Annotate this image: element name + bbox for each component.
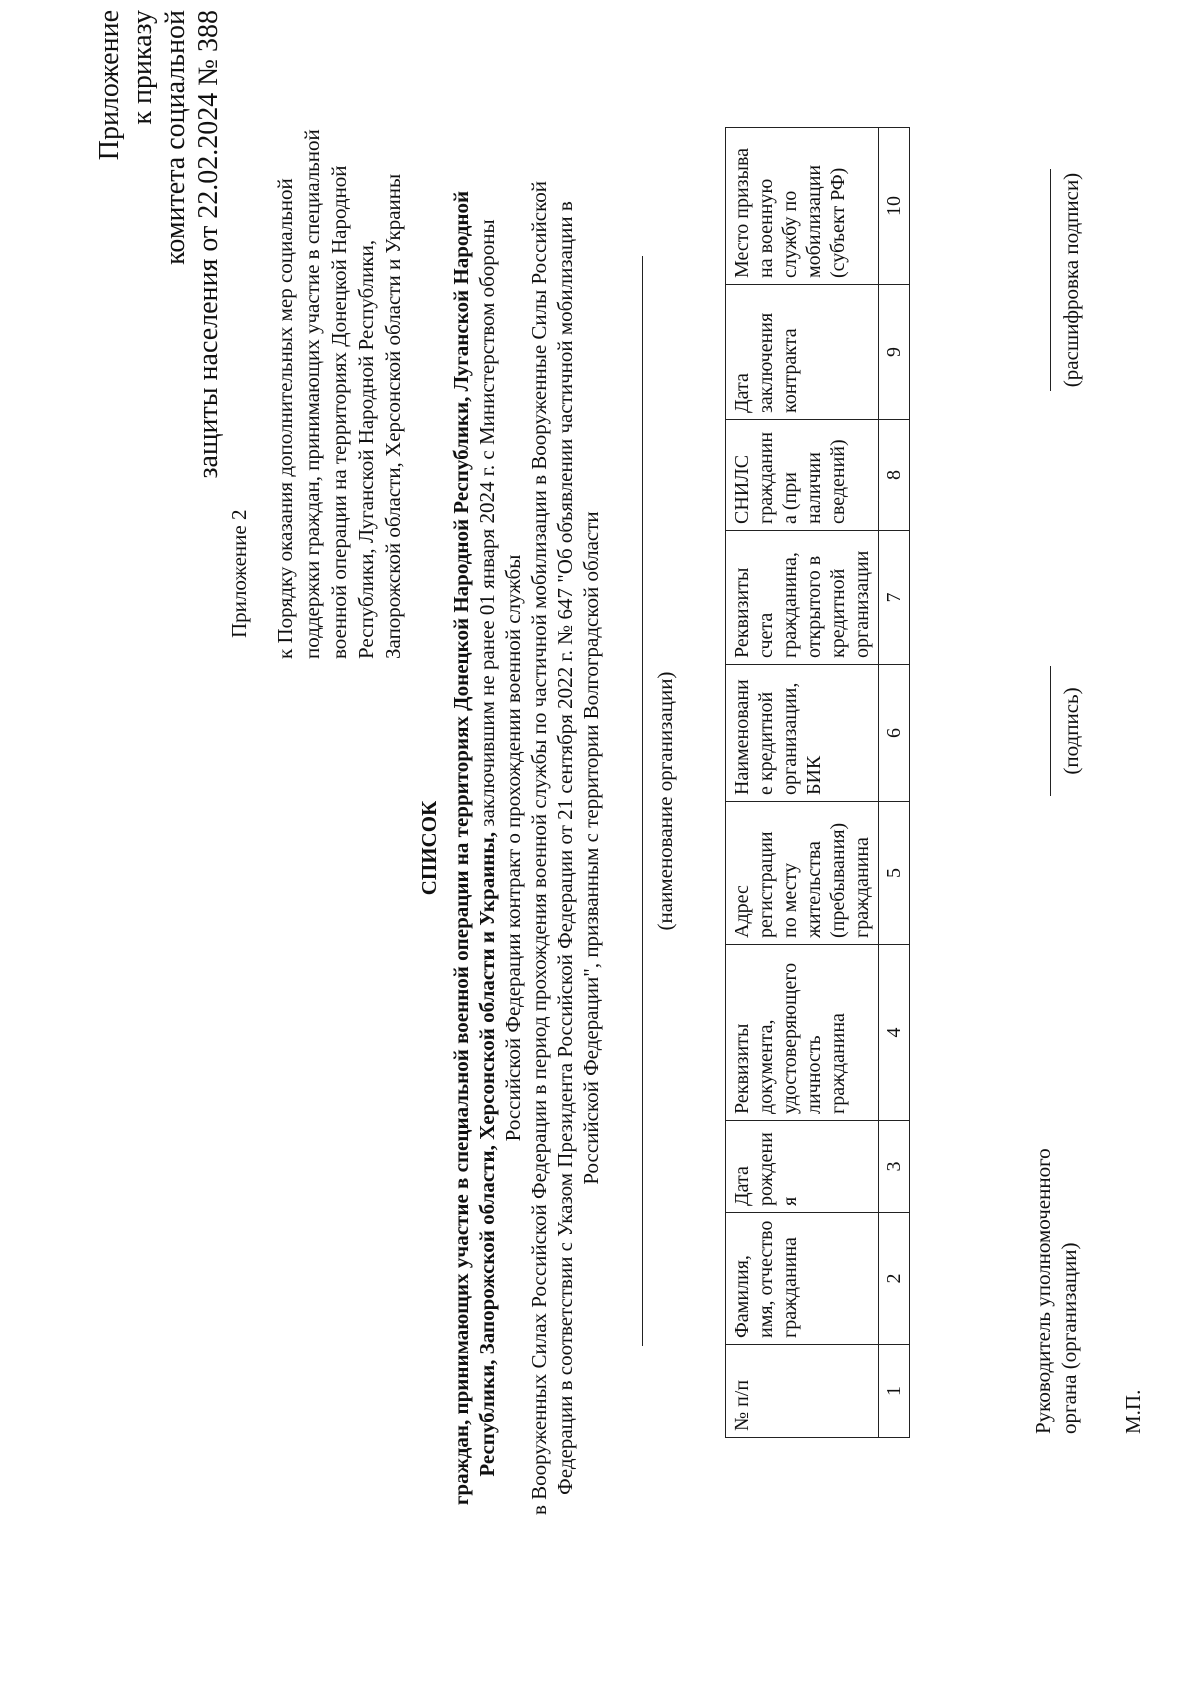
column-header: Наименование кредитной организации, БИК xyxy=(726,665,879,802)
head-line: Руководитель уполномоченного xyxy=(1031,1148,1055,1434)
subtitle-rest: заключившим не ранее 01 января 2024 г. с Министерством обороны xyxy=(475,219,499,832)
header-line: комитета социальной xyxy=(160,10,191,265)
subtitle-line: Российской Федерации", призванным с территории Волгоградской области xyxy=(579,511,603,1185)
column-number: 3 xyxy=(879,1121,910,1213)
list-subtitle xyxy=(448,0,604,1696)
header-line: к приказу xyxy=(127,10,158,125)
column-number: 2 xyxy=(879,1213,910,1345)
header-line: защиты населения от 22.02.2024 № 388 xyxy=(193,10,224,479)
procedure-line: Запорожской области, Херсонской области и Украины xyxy=(381,173,405,659)
signature-line xyxy=(1050,666,1051,796)
column-header: Дата заключения контракта xyxy=(726,285,879,420)
subtitle-line: Федерации в соответствии с Указом Президента Российской Федерации от 21 сентября 2022 г. № 647 "Об объявлении частичной мобилизации в xyxy=(553,201,577,1495)
column-header: № п/п xyxy=(726,1345,879,1438)
procedure-line: военной операции на территориях Донецкой Народной xyxy=(327,165,351,659)
column-number-row xyxy=(879,128,910,1438)
column-number: 10 xyxy=(879,128,910,285)
subtitle-line: Российской Федерации контракт о прохождении военной службы xyxy=(501,554,525,1142)
header-line: Приложение xyxy=(94,10,125,161)
column-header: Место призыва на военную службу по мобилизации (субъект РФ) xyxy=(726,128,879,285)
subtitle-line: граждан, принимающих участие в специальной военной операции на территориях Донецкой Народной Республики, Луганской Народной xyxy=(449,190,473,1506)
head-of-organization xyxy=(1030,1148,1082,1434)
subtitle-line xyxy=(474,0,500,1696)
procedure-reference xyxy=(272,129,407,659)
citizens-table xyxy=(725,127,910,1438)
column-header: Дата рождения xyxy=(726,1121,879,1213)
table-header-row xyxy=(726,128,879,1438)
organization-line xyxy=(642,256,643,1346)
signature-caption: (подпись) xyxy=(1059,687,1083,775)
column-number: 8 xyxy=(879,420,910,531)
column-header: Адрес регистрации по месту жительства (пребывания) гражданина xyxy=(726,802,879,945)
decode-caption: (расшифровка подписи) xyxy=(1059,172,1083,388)
column-number: 6 xyxy=(879,665,910,802)
organization-caption: (наименование организации) xyxy=(653,671,677,931)
column-number: 5 xyxy=(879,802,910,945)
order-header xyxy=(93,10,225,479)
stamp-label: М.П. xyxy=(1121,1389,1145,1434)
appendix-label: Приложение 2 xyxy=(227,509,251,638)
column-number: 1 xyxy=(879,1345,910,1438)
decode-line xyxy=(1050,169,1051,391)
head-line: органа (организации) xyxy=(1057,1242,1081,1434)
procedure-line: Республики, Луганской Народной Республики, xyxy=(354,239,378,659)
subtitle-line: в Вооруженных Силах Российской Федерации в период прохождения военной службы по частичной мобилизации в Вооруженные Силы Российской xyxy=(527,181,551,1515)
column-number: 7 xyxy=(879,531,910,665)
column-header: Реквизиты счета гражданина, открытого в кредитной организации xyxy=(726,531,879,665)
column-header: Реквизиты документа, удостоверяющего личность гражданина xyxy=(726,945,879,1121)
procedure-line: поддержки граждан, принимающих участие в специальной xyxy=(300,129,324,659)
column-header: СНИЛС гражданина (при наличии сведений) xyxy=(726,420,879,531)
column-number: 9 xyxy=(879,285,910,420)
subtitle-bold: Республики, Запорожской области, Херсонской области и Украины, xyxy=(475,831,499,1477)
procedure-line: к Порядку оказания дополнительных мер социальной xyxy=(273,178,297,659)
column-header: Фамилия, имя, отчество гражданина xyxy=(726,1213,879,1345)
list-title: СПИСОК xyxy=(417,800,441,896)
column-number: 4 xyxy=(879,945,910,1121)
